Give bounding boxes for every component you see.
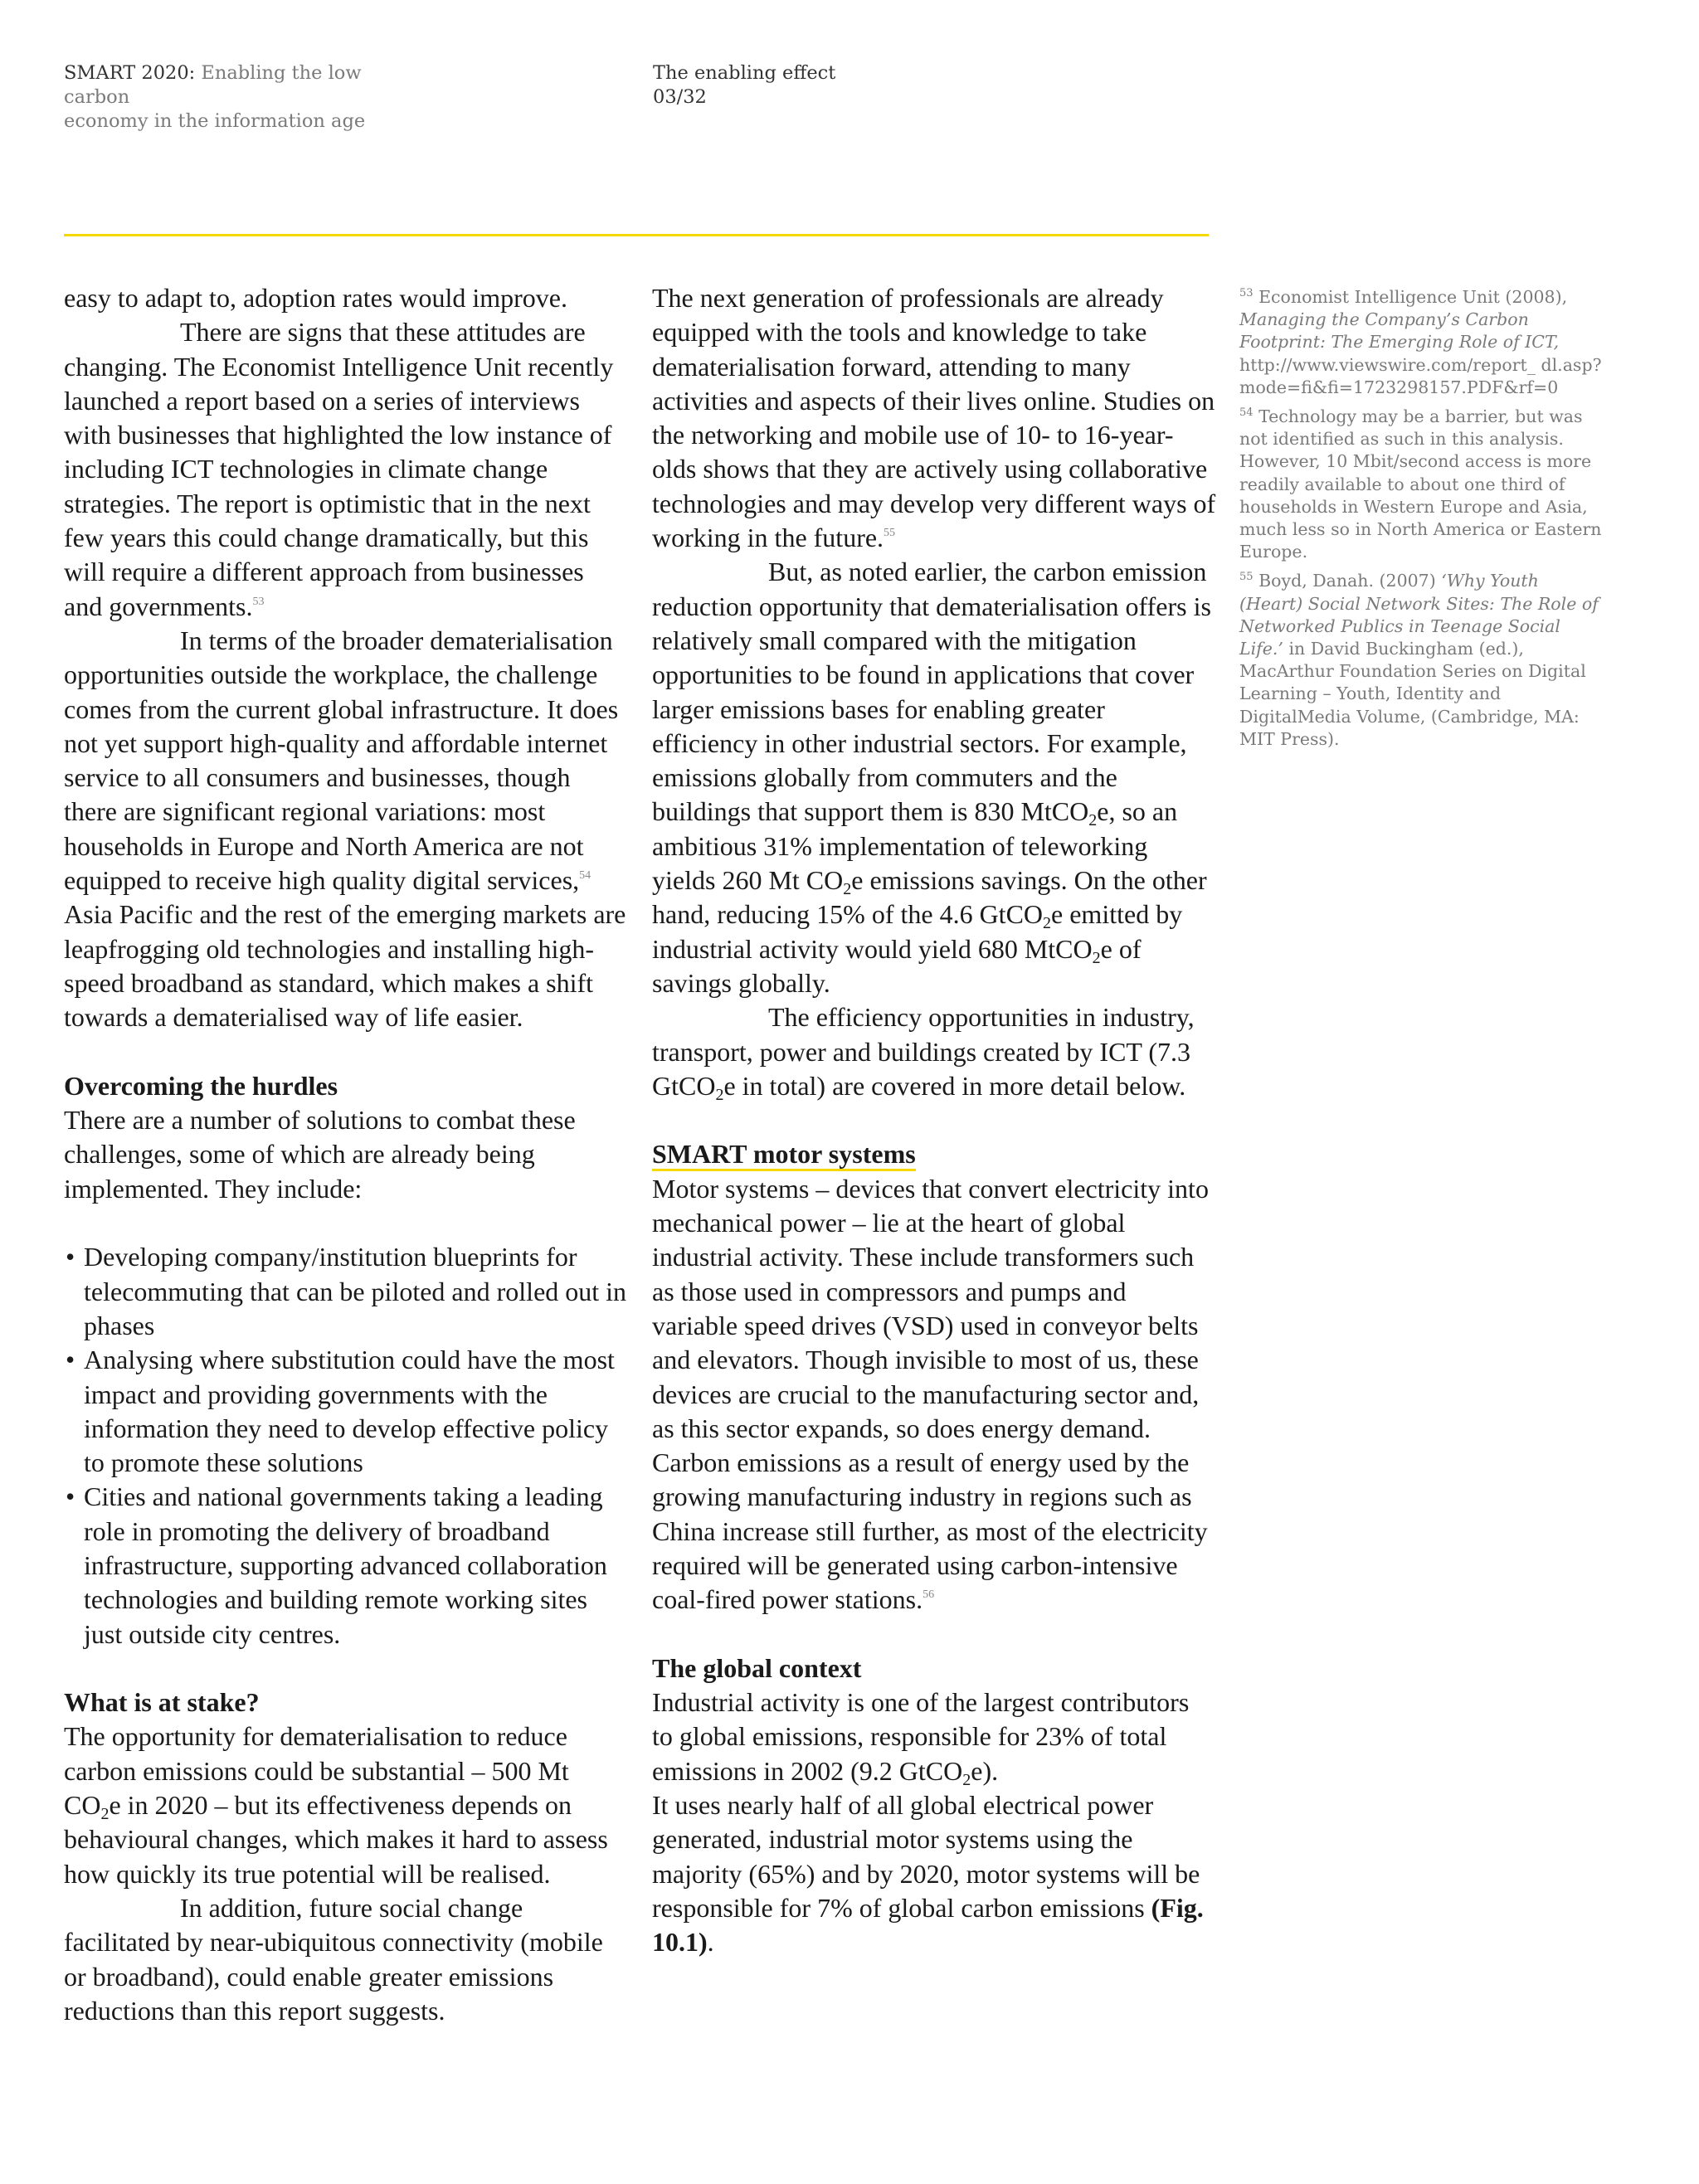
- doc-subtitle: Enabling the low carbon: [64, 62, 362, 108]
- footnote: $^{54}$ Technology may be a barrier, but was not identified as such in this analysis. However, 10 Mbit/second access is more readily available to about one third of households in Western Europe and Asia, much less so in North America or Eastern Europe.: [1239, 406, 1602, 562]
- document-header: [64, 61, 396, 134]
- paragraph: Motor systems – devices that convert electricity into mechanical power – lie at the heart of global industrial activity. These include transformers such as those used in compressors and pumps and variable speed drives (VSD) used in conveyor belts and elevators. Though invisible to most of us, these devices are crucial to the manufacturing sector and, as this sector expands, so does energy demand. Carbon emissions as a result of energy used by the growing manufacturing industry in regions such as China increase still further, as most of the electricity required will be generated using carbon-intensive coal-fired power stations.$^{56}$: [652, 1173, 1209, 1615]
- list-item: • Developing company/institution blueprints for telecommuting that can be piloted and rolled out in phases: [64, 1240, 628, 1343]
- section-header: [653, 61, 985, 109]
- paragraph: easy to adapt to, adoption rates would improve.: [64, 283, 567, 313]
- paragraph: The efficiency opportunities in industry, transport, power and buildings created by ICT (7.3 GtCO$_2$e in total) are covered in more detail below.: [652, 1002, 1195, 1104]
- paragraph: It uses nearly half of all global electrical power generated, industrial motor systems using the majority (65%) and by 2020, motor systems will be responsible for 7% of global carbon emissions (Fig. 10.1).: [652, 1790, 1204, 1958]
- footnote-ref[interactable]: 53: [252, 595, 265, 608]
- body-column-1: [64, 281, 628, 2028]
- paragraph: The next generation of professionals are already equipped with the tools and knowledge to take dematerialisation forward, attending to many activities and aspects of their lives online. Studies on the networking and mobile use of 10- to 16-year-olds shows that they are actively using collaborative technologies and may develop very different ways of working in the future.$^{55}$: [652, 283, 1216, 553]
- header-rule: [64, 234, 1209, 236]
- paragraph: But, as noted earlier, the carbon emission reduction opportunity that dematerialisation offers is relatively small compared with the mitigation opportunities to be found in applications that cover larger emissions bases for enabling greater efficiency in other industrial sectors. For example, emissions globally from commuters and the buildings that support them is 830 MtCO$_2$e, so an ambitious 31% implementation of teleworking yields 260 Mt $CO_2e$ emissions savings. On the other hand, reducing 15% of the 4.6 GtCO$_2$e emitted by industrial activity would yield 680 MtCO$_2$e of savings globally.: [652, 557, 1211, 998]
- footnote: $^{53}$ Economist Intelligence Unit (2008), Managing the Company’s Carbon Footprint: The Emerging Role of ICT, http://www.viewswire.com/report_ dl.asp?mode=fi&fi=1723298157.PDF&rf=0: [1239, 287, 1602, 397]
- paragraph: In addition, future social change facilitated by near-ubiquitous connectivity (mobile or broadband), could enable greater emissions reductions than this report suggests.: [64, 1892, 603, 2026]
- paragraph: There are a number of solutions to combat these challenges, some of which are already being implemented. They include:: [64, 1105, 576, 1204]
- bullet-list: [64, 1240, 628, 1651]
- footnote-ref[interactable]: 55: [884, 527, 896, 540]
- section-heading: The global context: [652, 1652, 862, 1683]
- paragraph: Industrial activity is one of the largest contributors to global emissions, responsible for 23% of total emissions in 2002 (9.2 GtCO$_2$e).: [652, 1687, 1190, 1789]
- body-column-2: [652, 281, 1216, 1960]
- footnote-ref[interactable]: 56: [923, 1588, 935, 1602]
- doc-title: SMART 2020:: [64, 62, 196, 84]
- section-heading: SMART motor systems: [652, 1137, 1216, 1171]
- page-number: 03/32: [653, 86, 707, 108]
- list-item: • Analysing where substitution could have the most impact and providing governments with the information they need to develop effective policy to promote these solutions: [64, 1343, 628, 1480]
- footnote-ref[interactable]: 54: [579, 869, 591, 883]
- figure-ref[interactable]: (Fig. 10.1): [652, 1892, 1204, 1958]
- paragraph: There are signs that these attitudes are changing. The Economist Intelligence Unit recently launched a report based on a series of interviews with businesses that highlighted the low instance of including ICT technologies in climate change strategies. The report is optimistic that in the next few years this could change dramatically, but this will require a different approach from businesses and governments.$^{53}$: [64, 317, 614, 621]
- section-title: The enabling effect: [653, 62, 836, 84]
- doc-subtitle-cont: economy in the information age: [64, 110, 366, 132]
- paragraph: In terms of the broader dematerialisation opportunities outside the workplace, the challenge comes from the current global infrastructure. It does not yet support high-quality and affordable internet service to all consumers and businesses, though there are significant regional variations: most households in Europe and North America are not equipped to receive high quality digital services,$^{54}$ Asia Pacific and the rest of the emerging markets are leapfrogging old technologies and installing high-speed broadband as standard, which makes a shift towards a dematerialised way of life easier.: [64, 625, 626, 1033]
- footnotes: [1239, 286, 1604, 757]
- section-heading: What is at stake?: [64, 1687, 260, 1718]
- paragraph: The opportunity for dematerialisation to reduce carbon emissions could be substantial – 500 Mt $CO_2e$ in 2020 – but its effectiveness depends on behavioural changes, which makes it hard to assess how quickly its true potential will be realised.: [64, 1721, 608, 1889]
- section-heading: Overcoming the hurdles: [64, 1070, 338, 1101]
- list-item: • Cities and national governments taking a leading role in promoting the delivery of broadband infrastructure, supporting advanced collaboration technologies and building remote working sites just outside city centres.: [64, 1480, 628, 1651]
- footnote: $^{55}$ Boyd, Danah. (2007) ‘Why Youth (Heart) Social Network Sites: The Role of Networked Publics in Teenage Social Life.’ in David Buckingham (ed.), MacArthur Foundation Series on Digital Learning – Youth, Identity and DigitalMedia Volume, (Cambridge, MA: MIT Press).: [1239, 571, 1599, 749]
